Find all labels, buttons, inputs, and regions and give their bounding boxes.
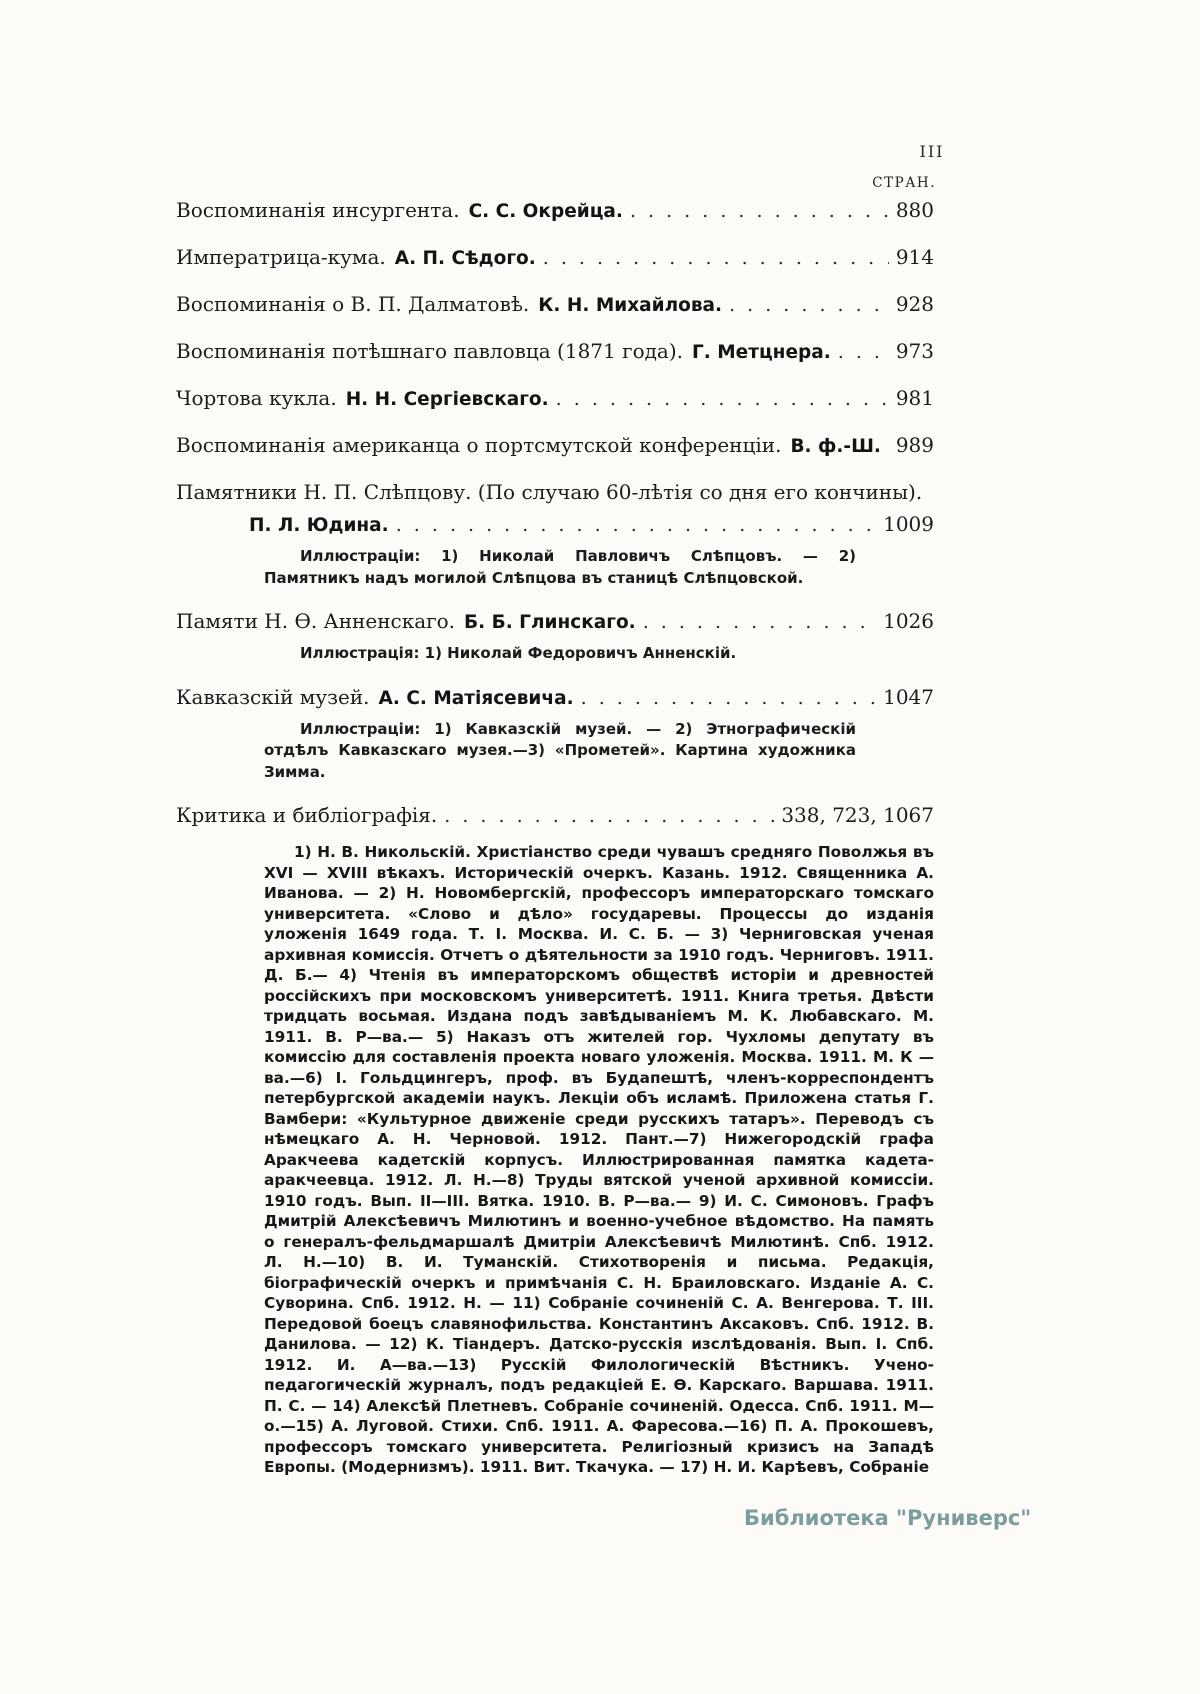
toc-entry [176,685,934,711]
page-column-header: СТРАН. [872,175,936,191]
toc-entry [176,339,934,365]
toc-entry-continuation [176,512,934,538]
entry-title: Воспоминанія американца о портсмутской конференціи. [176,433,782,457]
entry-author: П. Л. Юдина. [249,515,389,536]
entry-author: Н. Н. Сергіевскаго. [345,389,549,410]
leader-dots [838,339,889,364]
toc-entry [176,480,934,504]
entry-title: Воспоминанія потѣшнаго павловца (1871 года). [176,339,684,363]
entry-page: 1047 [883,684,934,709]
entry-title: Критика и библіографія. [176,803,438,827]
illustrations-note: Иллюстрація: 1) Николай Федоровичъ Анненскій. [300,644,737,662]
leader-dots [543,245,889,270]
entry-title: Чортова кукла. [176,386,337,410]
table-of-contents [176,198,934,1478]
toc-entry [176,609,934,635]
entry-page: 928 [895,292,934,316]
leader-dots [630,198,889,223]
entry-author: С. С. Окрейца. [468,201,623,222]
entry-page: 989 [895,433,934,457]
entry-page: 914 [895,245,934,269]
entry-author: К. Н. Михайлова. [538,295,723,316]
leader-dots [556,386,889,411]
library-watermark: Библиотека "Руниверс" [744,1506,1032,1530]
entry-page: 973 [895,339,934,363]
toc-entry [176,803,934,828]
leader-dots [444,803,774,828]
entry-page: 1026 [883,609,934,633]
toc-entry [176,292,934,318]
toc-entry [176,245,934,271]
bibliography-paragraph: 1) Н. В. Никольскій. Христіанство среди чувашъ средняго Поволжья въ XVI — XVIII вѣкахъ. Историческій очеркъ. Казань. 1912. Священника А. Иванова. — 2) Н. Новомбергскій, профессоръ императорскаго томскаго университета. «Слово и дѣло» государевы. Процессы до изданія уложенія 1649 года. Т. I. Москва. И. С. Б. — 3) Черниговская ученая архивная комиссія. Отчетъ о дѣятельности за 1910 годъ. Черниговъ. 1911. Д. Б.— 4) Чтенія въ императорскомъ обществѣ исторіи и древностей россійскихъ при московскомъ университетѣ. 1911. Книга третья. Двѣсти тридцать восьмая. Издана подъ завѣдываніемъ М. К. Любавскаго. М. 1911. В. Р—ва.— 5) Наказъ отъ жителей гор. Чухломы депутату въ комиссію для составленія проекта новаго уложенія. Москва. 1911. М. К — ва.—6) І. Гольдцингеръ, проф. въ Будапештѣ, членъ-корреспондентъ петербургской академіи наукъ. Лекціи объ исламѣ. Приложена статья Г. Вамбери: «Культурное движеніе среди русскихъ татаръ». Переводъ съ нѣмецкаго А. Н. Черновой. 1912. Пант.—7) Нижегородскій графа Аракчеева кадетскій корпусъ. Иллюстрированная памятка кадета-аракчеевца. 1912. Л. Н.—8) Труды вятской ученой архивной комиссіи. 1910 годъ. Вып. II—III. Вятка. 1910. В. Р—ва.— 9) И. С. Симоновъ. Графъ Дмитрій Алексѣевичъ Милютинъ и военно-учебное вѣдомство. На память о генералъ-фельдмаршалѣ Дмитріи Алексѣевичѣ Милютинѣ. Спб. 1912. Л. Н.—10) В. И. Туманскій. Стихотворенія и письма. Редакція, біографическій очеркъ и примѣчанія С. Н. Браиловскаго. Изданіе А. С. Суворина. Спб. 1912. Н. — 11) Собраніе сочиненій С. А. Венгерова. Т. III. Передовой боецъ славянофильства. Константинъ Аксаковъ. Спб. 1912. В. Данилова. — 12) К. Тіандеръ. Датско-русскія изслѣдованія. Вып. I. Спб. 1912. И. А—ва.—13) Русскій Филологическій Вѣстникъ. Учено-педагогическій журналъ, подъ редакціей Е. Ѳ. Карскаго. Варшава. 1911. П. С. — 14) Алексѣй Плетневъ. Собраніе сочиненій. Одесса. Спб. 1911. М—о.—15) А. Луговой. Стихи. Спб. 1911. А. Фаресова.—16) П. А. Прокошевъ, профессоръ томскаго университета. Религіозный кризисъ на Западѣ Европы. (Модернизмъ). 1911. Вит. Ткачука. — 17) Н. И. Карѣевъ, Собраніе [264,843,934,1476]
entry-title: Императрица-кума. [176,245,386,269]
leader-dots [729,292,889,317]
entry-title: Памятники Н. П. Слѣпцову. (По случаю 60-лѣтія со дня его кончины). [176,480,923,504]
toc-entry [176,433,934,459]
leader-dots [643,609,876,634]
entry-title: Кавказскій музей. [176,684,370,709]
entry-author: А. С. Матіясевича. [378,687,574,709]
toc-entry [176,198,934,224]
folio-page-number: III [919,142,945,161]
illustrations-note: Иллюстраціи: 1) Кавказскій музей. — 2) Этнографическій отдѣлъ Кавказскаго музея.—3) «Прометей». Картина художника Зимма. [264,719,856,781]
entry-title: Памяти Н. Ѳ. Анненскаго. [176,609,456,633]
entry-title: Воспоминанія о В. П. Далматовѣ. [176,292,530,316]
leader-dots [888,433,889,458]
entry-title: Воспоминанія инсургента. [176,198,460,222]
toc-entry [176,386,934,412]
entry-page: 880 [895,198,934,222]
entry-page: 981 [895,386,934,410]
entry-author: А. П. Сѣдого. [394,248,536,269]
entry-page: 1009 [883,512,934,536]
illustrations-note: Иллюстраціи: 1) Николай Павловичъ Слѣпцовъ. — 2) Памятникъ надъ могилой Слѣпцова въ станицѣ Слѣпцовской. [264,547,856,587]
entry-author: Б. Б. Глинскаго. [464,612,636,633]
entry-page: 338, 723, 1067 [781,803,934,827]
entry-author: Г. Метцнера. [692,342,831,363]
leader-dots [581,685,876,710]
entry-author: В. ф.-Ш. [790,436,881,457]
leader-dots [396,512,876,537]
